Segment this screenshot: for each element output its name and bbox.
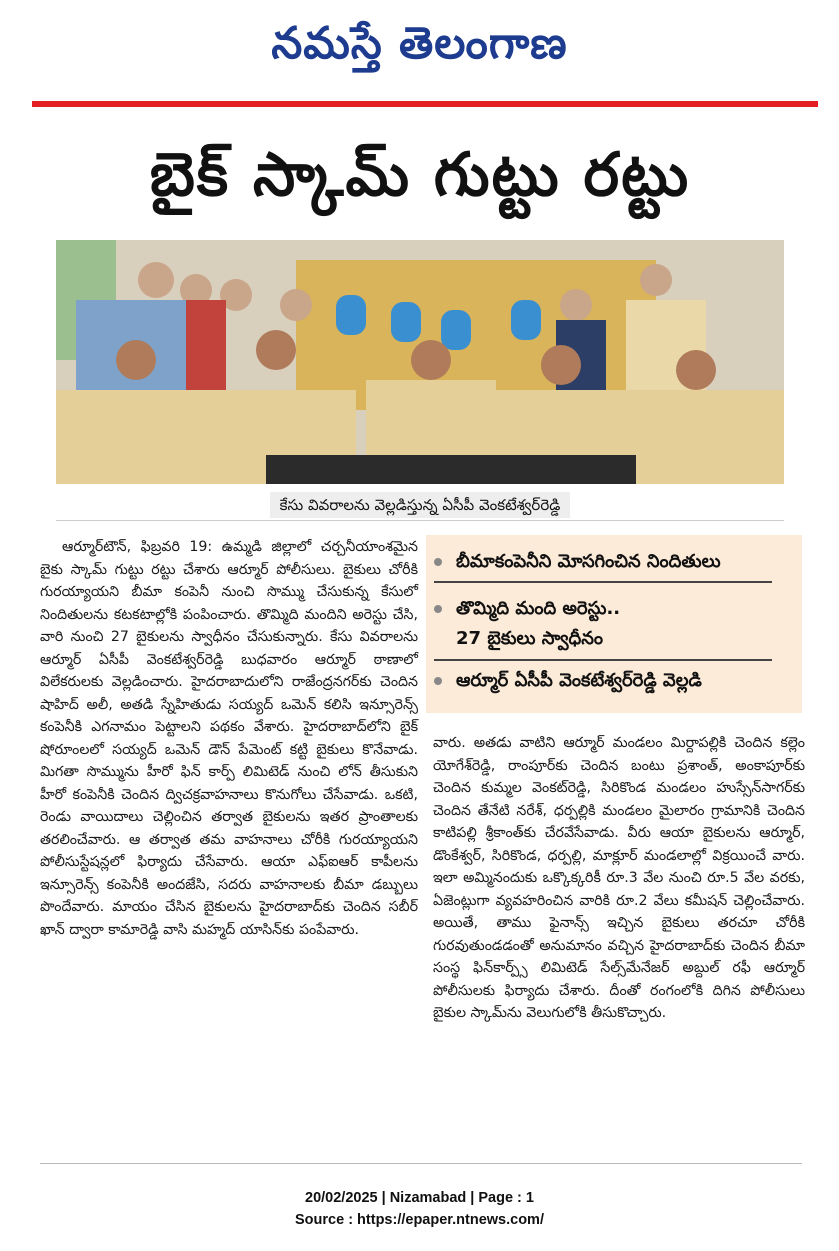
highlight-item xyxy=(434,596,620,622)
bullet-icon xyxy=(434,677,442,685)
footer-source-link[interactable]: Source : https://epaper.ntnews.com/ xyxy=(295,1212,544,1228)
photo-caption xyxy=(56,490,784,521)
highlights-box xyxy=(426,535,802,713)
article-column-left xyxy=(40,536,418,941)
highlight-text: 27 బైకులు స్వాధీనం xyxy=(456,628,603,649)
article-column-right xyxy=(433,732,805,1025)
bullet-icon xyxy=(434,605,442,613)
headline: బైక్ స్కామ్ గుట్టు రట్టు xyxy=(149,140,691,210)
masthead-logo: నమస్తే తెలంగాణ xyxy=(271,18,568,69)
highlight-text: బీమాకంపెనీని మోసగించిన నిందితులు xyxy=(456,551,721,572)
highlight-item-continued xyxy=(456,626,603,652)
highlight-divider xyxy=(434,659,772,661)
footer-date-edition: 20/02/2025 | Nizamabad | Page : 1 xyxy=(305,1190,534,1206)
article-body-left: ఆర్మూర్‌టౌన్, ఫిబ్రవరి 19: ఉమ్మడి జిల్లాలో చర్చనీయాంశమైన బైకు స్కామ్ గుట్టు రట్టు చేశారు ఆర్మూర్ పోలీసులు. బైకులు చోరీకి గురయ్యాయని బీమా కంపెనీ నుంచి సొమ్ము చేసుకున్న కేసులో నిందితులను కటకటాల్లోకి పంపించారు. తొమ్మిది మందిని అరెస్టు చేసి, వారి నుంచి 27 బైకులను స్వాధీనం చేసుకున్నారు. కేసు వివరాలను ఆర్మూర్ ఏసీపీ వెంకటేశ్వర్‌రెడ్డి బుధవారం ఆర్మూర్ ఠాణాలో విలేకరులకు వెల్లడించారు. హైదరాబాదులోని రాజేంద్రనగర్‌కు చెందిన షాహిద్ అలీ, అతడి స్నేహితుడు సయ్యద్ ఒమెన్ కలిసి ఇన్సూరెన్స్ కంపెనీకి ఎగనామం పెట్టాలని పథకం వేశారు. హైదరాబాద్‌లోని బైక్ షోరూంలలో సయ్యద్ ఒమెన్ డౌన్ పేమెంట్ కట్టి బైకులు కొనేవాడు. మిగతా సొమ్మును హీరో ఫిన్ కార్ప్ లిమిటెడ్ నుంచి లోన్ తీసుకుని హీరో కంపెనీకి చెందిన ద్విచక్రవాహనాలు కొనుగోలు చేసేవాడు. ఒకటి, రెండు వాయిదాలు చెల్లించిన తర్వాత బైకులను ఇతర ప్రాంతాలకు తరలించేవారు. ఆ తర్వాత తమ వాహనాలు చోరీకి గురయ్యాయని పోలీసుస్టేషన్లలో ఫిర్యాదు చేసేవారు. ఆయా ఎఫ్ఐఆర్ కాపీలను ఇన్సూరెన్స్ కంపెనీకి అందజేసి, సదరు వాహనాలకు బీమా డబ్బులు పొందేవారు. మాయం చేసిన బైకులను హైదరాబాద్‌కు చెందిన సబీర్ ఖాన్ ద్వారా కామారెడ్డి వాసి మహ్మద్ యాసిన్‌కు పంపేవారు. xyxy=(40,539,418,938)
masthead-divider xyxy=(32,101,818,107)
highlight-divider xyxy=(434,581,772,583)
highlight-item xyxy=(434,668,702,694)
press-meet-photo xyxy=(56,240,784,484)
highlight-item xyxy=(434,549,721,575)
article-body-right: వారు. అతడు వాటిని ఆర్మూర్ మండలం మిర్దాపల్లికి చెందిన కల్లెం యోగేశ్‌రెడ్డి, రాంపూర్‌కు చెందిన బంటు ప్రశాంత్, అంకాపూర్‌కు చెందిన కుమ్మల వెంకట్‌రెడ్డి, సిరికొండ మండలం హుస్సేన్‌సాగర్‌కు చెందిన తేనేటి నరేశ్, ధర్పల్లికి మండలం మైలారం గ్రామానికి చెందిన కాటిపల్లి శ్రీకాంత్‌కు చేరవేసేవాడు. వీరు ఆయా బైకులను ఆర్మూర్, డొంకేశ్వర్, సిరికొండ, ధర్పల్లి, మాక్లూర్ మండలాల్లో విక్రయించే వారు. ఇలా అమ్మినందుకు ఒక్కొక్కరికీ రూ.3 వేల నుంచి రూ.5 వేల వరకు, ఏజెంట్లుగా వ్యవహరించిన వారికి రూ.2 వేలు కమీషన్ చెల్లించేవారు. అయితే, తాము ఫైనాన్స్ ఇచ్చిన బైకులు తరచూ చోరీకి గురవుతుండడంతో అనుమానం వచ్చిన హైదరాబాద్‌కు చెందిన బీమా సంస్థ ఫిన్‌కార్ప్స్ లిమిటెడ్ సేల్స్‌మేనేజర్ అబ్దుల్ రఫీ ఆర్మూర్ పోలీసులకు ఫిర్యాదు చేశారు. దీంతో రంగంలోకి దిగిన పోలీసులు బైకుల స్కామ్‌ను వెలుగులోకి తీసుకొచ్చారు. xyxy=(433,735,805,1021)
photo-caption-text: కేసు వివరాలను వెల్లడిస్తున్న ఏసీపీ వెంకటేశ్వర్‌రెడ్డి xyxy=(270,492,571,518)
highlight-text: ఆర్మూర్ ఏసీపీ వెంకటేశ్వర్‌రెడ్డి వెల్లడి xyxy=(456,670,702,691)
news-photo xyxy=(56,240,784,484)
page-bottom-divider xyxy=(40,1163,802,1164)
bullet-icon xyxy=(434,558,442,566)
highlight-text: తొమ్మిది మంది అరెస్టు.. xyxy=(456,598,621,619)
page-footer xyxy=(0,1187,839,1231)
